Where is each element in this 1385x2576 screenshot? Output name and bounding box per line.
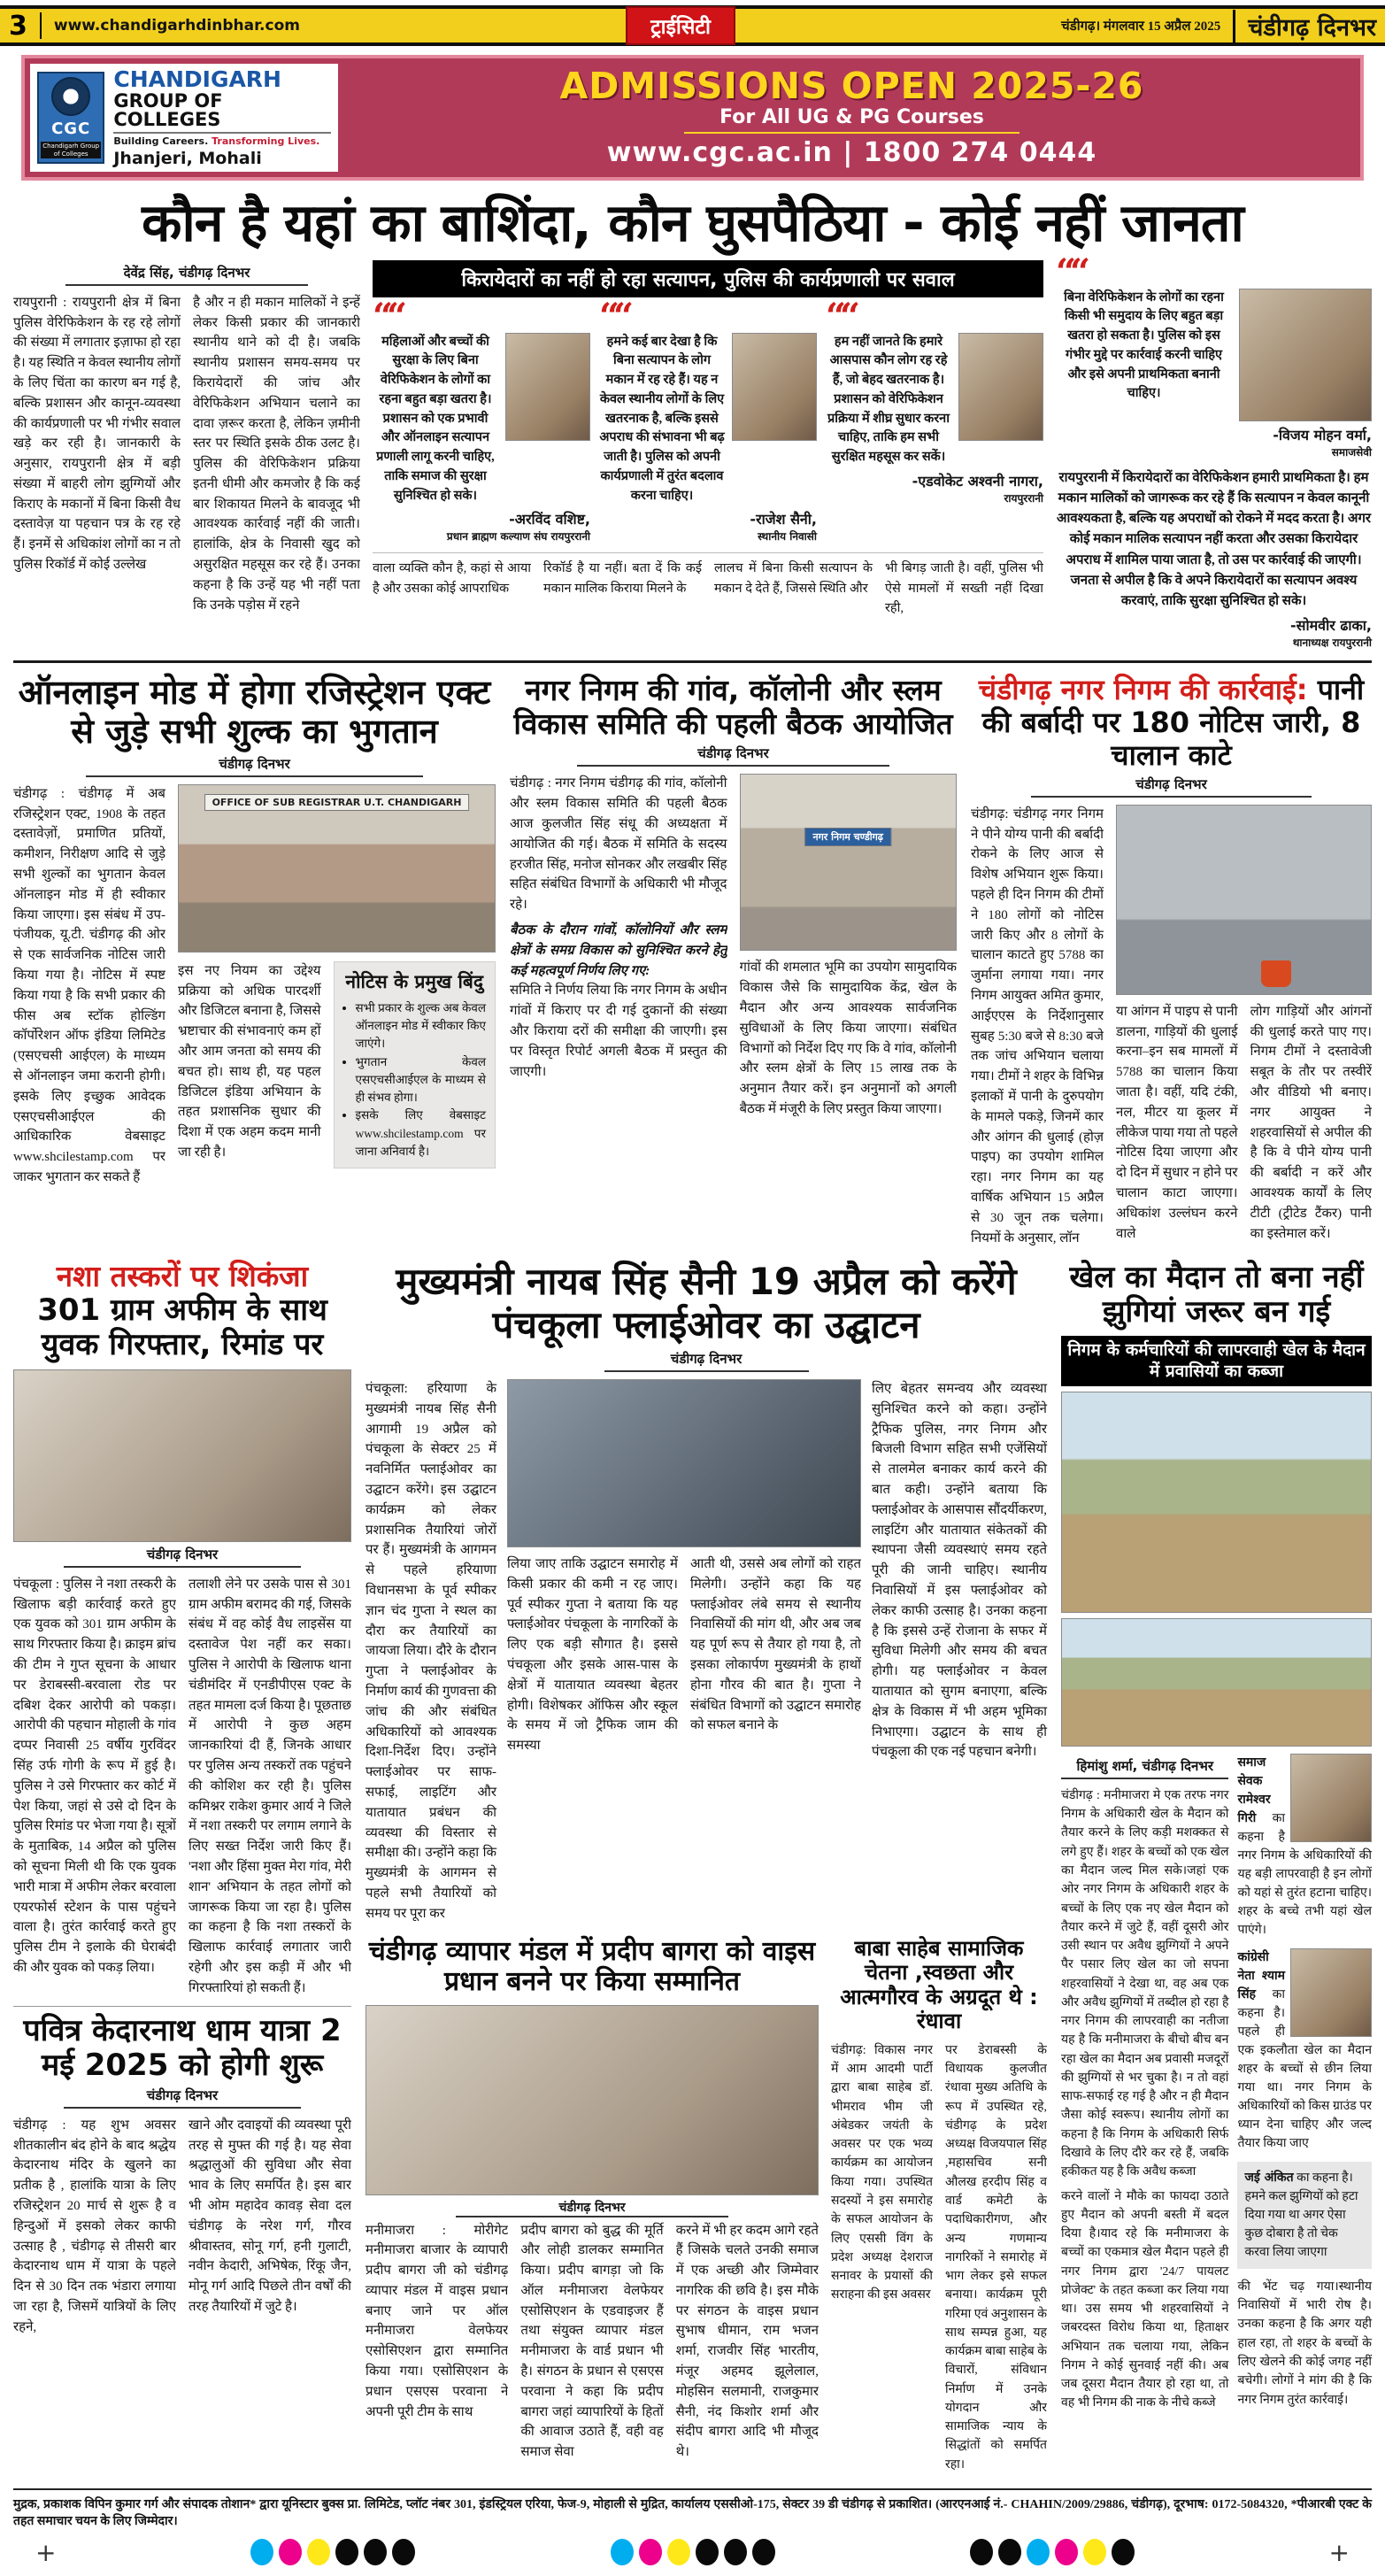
cmyk-marks (611, 2539, 775, 2565)
article-col2: पर डेराबस्सी के विधायक कुलजीत रंधावा मुख्य अतिथि के रूप में उपस्थित रहे, चंडीगढ़ के प्रदेश अध्यक्ष विजयपाल सिंह ,महासचिव सनी औलख हरदीप सिंह व वार्ड कमेटी के पदाधिकारीगण, और अन्य गणमान्य नागरिकों ने समारोह में भाग लेकर इसे सफल बनाया। कार्यक्रम पूरी गरिमा एवं अनुशासन के साथ सम्पन्न हुआ, यह कार्यक्रम बाबा साहेब के विचारों, संविधान निर्माण में उनके योगदान और सामाजिक न्याय के सिद्धांतों को समर्पित रहा। (945, 2043, 1047, 2472)
quote-icon (599, 317, 627, 332)
black-dot (998, 2539, 1021, 2565)
black-dot (392, 2539, 415, 2565)
cyan-dot (611, 2539, 634, 2565)
article-kicker: नशा तस्करों पर शिकंजा (56, 1259, 309, 1294)
big-quote-text: बिना वेरिफिकेशन के लोगों का रहना किसी भी समुदाय के लिए बहुत बड़ा खतरा हो सकता है। पुलिस को इस गंभीर मुद्दे पर कार्रवाई करनी चाहिए और इसे अपनी प्राथमिकता बनानी चाहिए। (1064, 289, 1224, 401)
office-signboard: OFFICE OF SUB REGISTRAR U.T. CHANDIGARH (204, 794, 470, 811)
article-headline: ऑनलाइन मोड में होगा रजिस्ट्रेशन एक्ट से जुड़े सभी शुल्क का भुगतान (18, 673, 491, 752)
field-photo-small (1061, 1618, 1372, 1747)
cgc-logo-card (30, 64, 338, 172)
article-headline: चंडीगढ़ व्यापार मंडल में प्रदीप बागरा को वाइस प्रधान बनने पर किया सम्मानित (368, 1935, 816, 1997)
lead-headline: कौन है यहां का बाशिंदा, कौन घुसपैठिया - कोई नहीं जानता (142, 192, 1243, 253)
article-byline: हिमांशु शर्मा, चंडीगढ़ दिनभर (1061, 1757, 1228, 1779)
police-response-text: रायपुररानी में किरायेदारों का वेरिफिकेशन हमारी प्राथमिकता है। हम मकान मालिकों को जागरूक कर रहे हैं कि सत्यापन न केवल कानूनी आवश्यकता है, बल्कि यह अपराधों को रोकने में मदद करता है। अगर कोई मकान मालिक सत्यापन नहीं करता और उसका किरायेदार अपराध में शामिल पाया जाता है, तो उस पर कार्रवाई की जाएगी। जनता से अपील है कि वे अपने किरायेदारों का सत्यापन अवश्य करवाएं, ताकि सुरक्षा सुनिश्चित हो सके। (1056, 470, 1372, 609)
article-kedarnath-yatra (13, 2014, 351, 2338)
article-headline (971, 674, 1372, 771)
article-col2: लिया जाए ताकि उद्घाटन समारोह में किसी प्रकार की कमी न रह जाए। पूर्व स्पीकर गुप्ता ने बताया कि यह फ्लाईओवर पंचकूला के नागरिकों के लिए एक बड़ी सौगात है। इससे पंचकूला और इसके आस-पास के क्षेत्रों में यातायात व्यवस्था बेहतर होगी। विशेषकर ऑफिस और स्कूल के समय में जो ट्रैफिक जाम की समस्या (507, 1556, 678, 1754)
resident-portrait-photo (1290, 1948, 1372, 2037)
cgc-emblem-icon (51, 77, 90, 116)
page-number: 3 (9, 10, 27, 42)
article-col1: चंडीगढ़ : यह शुभ अवसर शीतकालीन बंद होने के बाद श्रद्धेय केदारनाथ मंदिर के खुलने का प्रतीक है , हालांकि यात्रा के लिए रजिस्ट्रेशन 20 मार्च से शुरू है व हिन्दुओं में इसको लेकर काफी उत्साह है , चंडीगढ़ से तीसरी बार केदारनाथ धाम में यात्रा के पहले दिन से 30 दिन तक भंडारा लगाया जा रहा है, जिसमें यात्रियों के लिए रहने, (13, 2117, 176, 2334)
article-col1: चंडीगढ़ : मनीमाजरा मे एक तरफ नगर निगम के अधिकारी खेल के मैदान को तैयार करने के लिए कड़ी मशक्कत से लगे हुए हैं। शहर के बच्चों को एक खेल का मैदान जल्द मिल सके।जहां एक ओर नगर निगम के अधिकारी शहर के बच्चों के लिए एक नए खेल मैदान को तैयार करने में जुटे हैं, वहीं दूसरी ओर उसी स्थान पर अवैध झुग्गियों ने अपने पैर पसार लिए खेल का जो सपना शहरवासियों ने देखा था, वह अब एक और अवैध झुग्गियों में तब्दील हो रहा है नगर निगम की लापरवाही का नतीजा यह है कि मनीमाजरा के बीचो बीच बन रहा खेल का मैदान अब प्रवासी मजदूरों की झुग्गियों से भर चुका है। न तो वहां साफ-सफाई रह गई है और न ही मैदान जैसा कोई स्वरूप। स्थानीय लोगों का कहना है कि निगम के अधिकारी सिर्फ दिखावे के लिए दौरे कर रहे हैं, जबकि हकीकत यह है कि अवैध कब्जा (1061, 1788, 1229, 2179)
quote-icon (1056, 273, 1084, 288)
middle-band (13, 674, 1372, 1248)
resident-quote (1237, 1948, 1372, 2153)
article-col2: करने वालों ने मौके का फायदा उठाते हुए मैदान को अपनी बस्ती में बदल दिया है।याद रहे कि मनीमाजरा के बच्चों का एकमात्र खेल मैदान पहले ही नगर निगम द्वारा '24/7 पायलट प्रोजेक्ट' के तहत कब्जा कर लिया गया था। उस समय भी शहरवासियों ने जबरदस्त विरोध किया था, हिताक्षर अभियान तक चलाया गया, लेकिन निगम ने कोई सुनवाई नहीं की। अब जब दूसरा मैदान तैयार हो रहा था, तो वह भी निगम की नाक के नीचे कब्जे (1061, 2189, 1229, 2410)
quote-title: रायपुररानी (1004, 491, 1043, 505)
big-quote-name: -विजय मोहन वर्मा, (1273, 426, 1372, 443)
article-byline: चंडीगढ़ दिनभर (64, 2086, 300, 2109)
black-dot (752, 2539, 775, 2565)
section-divider (13, 660, 1372, 663)
quote-text: हम नहीं जानते कि हमारे आसपास कौन लोग रह रहे हैं, जो बेहद खतरनाक है। प्रशासन को वेरिफिकेशन प्रक्रिया में शीघ्र सुधार करना चाहिए, ताकि हम सभी सुरक्षित महसूस कर सकें। (827, 334, 950, 465)
black-dot (335, 2539, 358, 2565)
lead-tail-col: लालच में बिना किसी सत्यापन के मकान दे देते हैं, जिससे स्थिति और (714, 561, 873, 596)
quote-title: प्रधान ब्राह्मण कल्याण संघ रायपुररानी (446, 530, 590, 544)
registration-marks (35, 2538, 1350, 2567)
quote-name: -राजेश सैनी, (750, 511, 817, 528)
black-dot (364, 2539, 387, 2565)
headline-black-part: पानी की बर्बादी पर 180 नोटिस जारी, 8 चालान काटे (981, 673, 1365, 773)
black-dot (696, 2539, 719, 2565)
ad-courses-line: For All UG & PG Courses (684, 106, 1020, 134)
quote-name: -एडवोकेट अश्वनी नागरा, (912, 472, 1043, 490)
yellow-dot (307, 2539, 330, 2565)
lower-band (13, 1261, 1372, 2474)
article-col3: आती थी, उससे अब लोगों को राहत मिलेगी। उन्होंने कहा कि यह फ्लाईओवर लंबे समय से स्थानीय निवासियों की मांग थी, और अब जब यह पूर्ण रूप से तैयार हो गया है, तो इसका लोकार्पण मुख्यमंत्री के हाथों होना गौरव की बात है। गुप्ता ने संबंधित विभागों को उद्घाटन समारोह को सफल बनाने के (690, 1556, 861, 1733)
article-byline: चंडीगढ़ दिनभर (1031, 775, 1312, 798)
black-dot (1112, 2539, 1135, 2565)
article-col1: पंचकूला : पुलिस ने नशा तस्करी के खिलाफ बड़ी कार्रवाई करते हुए एक युवक को 301 ग्राम अफीम के साथ गिरफ्तार किया है। क्राइम ब्रांच की टीम ने गुप्त सूचना के आधार पर डेराबस्सी-बरवाला रोड पर दबिश देकर आरोपी को पकड़ा। आरोपी की पहचान मोहाली के गांव दप्पर निवासी 25 वर्षीय गुरविंदर सिंह उर्फ गोगी के रूप में हुई है। पुलिस ने उसे गिरफ्तार कर कोर्ट में पेश किया, जहां से उसे दो दिन के पुलिस रिमांड पर भेजा गया है। सूत्रों के मुताबिक, 14 अप्रैल को पुलिस को सूचना मिली थी कि एक युवक भारी मात्रा में अफीम लेकर बरवाला एयरफोर्स स्टेशन के पास पहुंचने वाला है। तुरंत कार्रवाई करते हुए पुलिस टीम ने इलाके की घेराबंदी की और युवक को पकड़ लिया। (13, 1577, 176, 1976)
nigam-lead-in: बैठक के दौरान गांवों, कॉलोनियों और स्लम क्षेत्रों के समग्र विकास को सुनिश्चित करने हेतु कई महत्वपूर्ण निर्णय लिए गए: (510, 922, 727, 978)
article-vyapar-mandal (365, 1937, 819, 2474)
lead-byline: देवेंद्र सिंह, चंडीगढ़ दिनभर (65, 264, 308, 286)
cmyk-marks (970, 2539, 1135, 2565)
quote-name: -अरविंद वशिष्ट, (509, 511, 590, 528)
article-headline: पवित्र केदारनाथ धाम यात्रा 2 मई 2025 को होगी शुरू (23, 2012, 342, 2083)
resident-quote-text: का कहना है। पहले ही एक इकलौता खेल का मैदान शहर के बच्चों से छीन लिया गया था। नगर निगम के अधिकारियों को किस ग्राउंड पर ध्यान देना चाहिए और जल्द तैयार किया जाए (1237, 1987, 1372, 2150)
field-photo-wide (1061, 1392, 1372, 1613)
article-byline: चंडीगढ़ दिनभर (604, 1350, 809, 1372)
quote-title: स्थानीय निवासी (758, 530, 817, 544)
article-col2: इस नए नियम का उद्देश्य प्रक्रिया को अधिक पारदर्शी और डिजिटल बनाना है, जिससे भ्रष्टाचार की संभावनाएं कम हों और आम जनता को समय की बचत हो। साथ ही, यह पहल डिजिटल इंडिया अभियान के तहत प्रशासनिक सुधार की दिशा में एक अहम कदम मानी जा रही है। (178, 963, 321, 1161)
quote-text: महिलाओं और बच्चों की सुरक्षा के लिए बिना वेरिफिकेशन के लोगों का रहना बहुत बड़ा खतरा है। प्रशासन को एक प्रभावी और ऑनलाइन सत्यापन प्रणाली लागू करनी चाहिए, ताकि समाज की सुरक्षा सुनिश्चित हो सके। (376, 334, 495, 503)
photo-byline: चंडीगढ़ दिनभर (456, 2199, 727, 2217)
quote-box (826, 305, 1043, 544)
cgc-name-block (113, 68, 331, 168)
ad-admissions-line: ADMISSIONS OPEN 2025-26 (559, 64, 1144, 107)
crop-mark-icon: + (1328, 2537, 1350, 2567)
article-col1: चंडीगढ़ : चंडीगढ़ में अब रजिस्ट्रेशन एक्ट, 1908 के तहत दस्तावेज़ों, प्रमाणित प्रतियों, कमीशन, निरीक्षण आदि से जुड़े सभी शुल्कों का भुगतान केवल ऑनलाइन मोड में ही स्वीकार किया जाएगा। इस संबंध में उप-पंजीयक, यू.टी. चंडीगढ़ की ओर से एक सार्वजनिक नोटिस जारी किया गया है। नोटिस में स्पष्ट किया गया है कि सभी प्रकार की फीस अब स्टॉक होल्डिंग कॉर्पोरेशन ऑफ इंडिया लिमिटेड (एसएचसी आईएल) के माध्यम से ऑनलाइन जमा करानी होगी। इसके लिए इच्छुक आवेदक एसएचसीआईएल की आधिकारिक वेबसाइट www.shcilestamp.com पर जाकर भुगतान कर सकते हैं (13, 786, 165, 1184)
bottom-middle-row (365, 1937, 1047, 2474)
bucket-shape (1261, 960, 1291, 987)
official-quote-box (1237, 2162, 1372, 2269)
article-col2: या आंगन में पाइप से पानी डालना, गाड़ियों की धुलाई करना–इन सब मामलों में 5788 का चालान किया जाता है। वहीं, यदि टंकी, नल, मीटर या कूलर में लीकेज पाया गया तो पहले नोटिस दिया जाएगा और दो दिन में सुधार न होने पर चालान काटा जाएगा। अधिकांश उल्लंघन करने वाले (1116, 1004, 1238, 1241)
resident-quote (1237, 1754, 1372, 1940)
lead-tail-col: भी बिगड़ जाती है। वहीं, पुलिस भी ऐसे मामलों में सख्ती नहीं दिखा रही, (885, 561, 1043, 615)
quote-icon (826, 317, 854, 332)
lead-tail-col: रिकॉर्ड है या नहीं। बता दें कि कई मकान मालिक किराया मिलने के (543, 561, 702, 596)
quote-portrait-photo (505, 333, 590, 441)
ad-message (343, 58, 1360, 177)
article-col1: चंडीगढ़: विकास नगर में आम आदमी पार्टी द्वारा बाबा साहेब डॉ. भीमराव भीम जी अंबेडकर जयंती के अवसर पर एक भव्य कार्यक्रम का आयोजन किया गया। उपस्थित सदस्यों ने इस समारोह के सफल आयोजन के लिए एससी विंग के प्रदेश अध्यक्ष देशराज सनावर के प्रयासों की सराहना की इस अवसर (831, 2043, 933, 2302)
ad-contact-line: www.cgc.ac.in | 1800 274 0444 (606, 136, 1097, 168)
cgc-name-line2: GROUP OF COLLEGES (113, 92, 331, 134)
lead-right-block (1056, 260, 1372, 651)
magenta-dot (639, 2539, 662, 2565)
article-byline: चंडीगढ़ दिनभर (577, 744, 890, 767)
lead-col1: रायपुरानी : रायपुरानी क्षेत्र में बिना पुलिस वेरिफिकेशन के रह रहे लोगों की संख्या में लगातार इज़ाफा हो रहा है। यह स्थिति न केवल स्थानीय लोगों के लिए चिंता का कारण बन गई है, बल्कि प्रशासन और कानून-व्यवस्था की कार्यप्रणाली पर भी गंभीर सवाल खड़े कर रही है। जानकारी के अनुसार, रायपुरानी क्षेत्र में बड़ी संख्या में बाहरी लोग झुग्गियों और किराए के मकानों में बिना किसी वैध दस्तावेज़ या पहचान पत्र के रह रहे हैं। इनमें से अधिकांश लोगों का न तो पुलिस रिकॉर्ड में कोई उल्लेख (13, 295, 181, 573)
article-col2: प्रदीप बागरा को बुद्ध की मूर्ति और लोही डालकर सम्मानित किया। प्रदीप बागड़ा जो कि ऑल मनीमाजरा वेलफेयर एसोसिएशन के एडवाइजर हैं तथा संयुक्त व्यापार मंडल मनीमाजरा के वार्ड प्रधान भी है। संगठन के प्रधान से एसएस परवाना ने कहा कि प्रदीप बागरा जहां व्यापारियों के हितों की आवाज उठाते हैं, वही वह समाज सेवा (520, 2223, 664, 2460)
yellow-dot (667, 2539, 690, 2565)
cgc-location: Jhanjeri, Mohali (113, 148, 262, 168)
masthead: चंडीगढ़ दिनभर (1233, 10, 1376, 42)
lead-col2: है और न ही मकान मालिकों ने इन्हें लेकर किसी प्रकार की जानकारी स्थानीय थाने को दी है। जबकि स्थानीय प्रशासन समय-समय पर किरायेदारों की जांच और वेरिफिकेशन अभियान चलाने का दावा ज़रूर करता है, लेकिन ज़मीनी स्तर पर स्थिति इसके ठीक उलट है। पुलिस की वेरिफिकेशन प्रक्रिया इतनी धीमी और कमजोर है कि कई बार शिकायत मिलने के बावजूद भी आवश्यक कार्रवाई नहीं की जाती। हालांकि, क्षेत्र के निवासी खुद को असुरक्षित महसूस कर रहे हैं। उनका कहना है कि उन्हें यह भी नहीं पता कि उनके पड़ोस में रहने (193, 295, 360, 613)
article-online-payment (13, 674, 496, 1248)
notice-points (343, 999, 487, 1161)
notice-box (334, 961, 496, 1168)
divider (13, 2006, 351, 2007)
nigam-signboard: नगर निगम चण्डीगढ़ (804, 828, 891, 846)
cgc-advertisement (21, 55, 1364, 181)
article-byline: चंडीगढ़ दिनभर (86, 755, 424, 777)
notice-point: • सभी प्रकार के शुल्क अब केवल ऑनलाइन मोड में स्वीकार किए जाएंगे। (356, 999, 487, 1053)
cgc-tagline (113, 135, 331, 147)
article-nigam-meeting (510, 674, 957, 1248)
sub-registrar-office-photo (178, 784, 496, 953)
dateline: चंडीगढ़। मंगलवार 15 अप्रैल 2025 (1061, 19, 1221, 34)
article-headline: 301 ग्राम अफीम के साथ युवक गिरफ्तार, रिमांड पर (37, 1292, 327, 1362)
lead-strip-headline: किरायेदारों का नहीं हो रहा सत्यापन, पुलिस की कार्यप्रणाली पर सवाल (373, 260, 1043, 297)
article-subheadline: निगम के कर्मचारियों की लापरवाही खेल के मैदान में प्रवासियों का कब्जा (1061, 1336, 1372, 1386)
official-quote-text: का कहना है। हमने कल झुग्गियों को हटा दिया गया था अगर ऐसा कुछ दोबारा है तो चेक करवा लिया जाएगा (1244, 2171, 1358, 2259)
cgc-logo-subtext: Chandigarh Group of Colleges (41, 142, 101, 158)
lead-left-column (13, 260, 360, 651)
black-dot (724, 2539, 747, 2565)
cgc-logo-icon (37, 72, 104, 164)
article-col4: लिए बेहतर समन्वय और व्यवस्था सुनिश्चित करने को कहा। उन्होंने ट्रैफिक पुलिस, नगर निगम और बिजली विभाग सहित सभी एजेंसियों से तालमेल बनाकर कार्य करने की बात कही। उन्होंने बताया कि फ्लाईओवर के आसपास सौंदर्यीकरण, लाइटिंग और यातायात संकेतकों की स्थापना जैसी व्यवस्थाएं समय रहते पूरी की जानी चाहिए। स्थानीय निवासियों में इस फ्लाईओवर को लेकर काफी उत्साह है। उनका कहना है कि इससे उन्हें रोजाना के सफर में सुविधा मिलेगी और समय की बचत होगी। यह फ्लाईओवर न केवल यातायात को सुगम बनाएगा, बल्कि क्षेत्र के विकास में भी अहम भूमिका निभाएगा। उद्घाटन के साथ ही पंचकूला की एक नई पहचान बनेगी। (872, 1381, 1047, 1760)
big-quote-title: समाजसेवी (1331, 445, 1372, 459)
felicitation-group-photo (365, 2005, 819, 2195)
lead-tail-col: वाला व्यक्ति कौन है, कहां से आया है और उसका कोई आपराधिक (373, 561, 531, 596)
big-quote-box (1056, 260, 1372, 459)
arrest-group-photo (13, 1369, 351, 1542)
notice-point: • इसके लिए वेबसाइट www.shcilestamp.com पर जाना अनिवार्य है। (356, 1107, 487, 1161)
quote-portrait-photo (958, 333, 1043, 441)
article-col3: की भेंट चढ़ गया।स्थानीय निवासियों में भारी रोष है। उनका कहना है कि अगर यही हाल रहा, तो शहर के बच्चों के लिए खेलने की कोई जगह नहीं बचेगी। लोगों ने मांग की है कि नगर निगम तुरंत कार्रवाई। (1237, 2279, 1372, 2407)
top-bar (0, 5, 1385, 46)
article-drug-arrest (13, 1261, 351, 1998)
section-label-wrap (312, 6, 1049, 45)
article-headline: मुख्यमंत्री नायब सिंह सैनी 19 अप्रैल को करेंगे पंचकूला फ्लाईओवर का उद्घाटन (396, 1260, 1017, 1346)
section-label: ट्राईसिटी (626, 6, 735, 45)
article-col2: खाने और दवाइयों की व्यवस्था पूरी तरह से मुफ्त की गई है। यह सेवा श्रद्धालुओं की सुविधा और सेवा भाव के लिए समर्पित है। इस बार भी ओम महादेव कावड़ सेवा दल चंडीगढ़ के नरेश गर्ग, गौरव श्रीवास्तव, सोनू गर्ग, हनी गुलाटी, नवीन केदारी, अभिषेक, रिंकू जैन, मोनू गर्ग आदि पिछले तीन वर्षों की तरह तैयारियों में जुटे है। (189, 2117, 351, 2314)
article-col2: गांवों की शमलात भूमि का उपयोग सामुदायिक विकास जैसे कि सामुदायिक केंद्र, खेल के मैदान और अन्य आवश्यक सार्वजनिक सुविधाओं के लिए किया जाएगा। संबंधित विभागों को निर्देश दिए गए कि वे गांव, कॉलोनी और स्लम क्षेत्रों के लिए 15 लाख तक के अनुमान तैयार करें। इन अनुमानों को अगली बैठक में मंजूरी के लिए प्रस्तुत किया जाएगा। (739, 960, 957, 1116)
article-col1: चंडीगढ़: चंडीगढ़ नगर निगम ने पीने योग्य पानी की बर्बादी रोकने के लिए आज से विशेष अभियान शुरू किया। पहले ही दिन निगम की टीमों ने 180 लोगों को नोटिस जारी किए और 8 लोगों के चालान काटते हुए 5788 का जुर्माना लगाया गया। नगर निगम आयुक्त अमित कुमार, आईएएस के निर्देशानुसार सुबह 5:30 बजे से 8:30 बजे तक जांच अभियान चलाया गया। टीमों ने शहर के विभिन्न इलाकों में पानी के दुरुपयोग के मामले पकड़े, जिनमें कार और आंगन की धुलाई (होज़ पाइप) का उपयोग शामिल रहा। नगर निगम का यह वार्षिक अभियान 15 अप्रैल से 30 जून तक चलेगा। नियमों के अनुसार, लॉन (971, 806, 1104, 1246)
middle-column (365, 1261, 1047, 2474)
cyan-dot (250, 2539, 273, 2565)
article-col3: करने में भी हर कदम आगे रहते हैं जिसके चलते उनकी समाज में एक अच्छी और जिम्मेवार नागरिक की छवि है। इस मौके पर संगठन के वाइस प्रधान सुभाष धीमान, राम भजन शर्मा, राजवीर सिंह भारतीय, मंजूर अहमद झूलेलाल, मोहसिन सलमानी, राजकुमार सैनी, नंद किशोर शर्मा और संदीप बागरा आदि भी मौजूद थे। (675, 2223, 819, 2460)
article-col1: मनीमाजरा : मोरीगेट मनीमाजरा बाजार के व्यापारी प्रदीप बागरा जी को चंडीगढ़ व्यापार मंडल में वाइस प्रधान बनाए जाने पर ऑल मनीमाजरा वेलफेयर एसोसिएशन द्वारा सम्मानित किया गया। एसोसिएशन के प्रधान एसएस परवाना ने अपनी पूरी टीम के साथ (365, 2223, 509, 2419)
nigam-intro: चंडीगढ़ : नगर निगम चंडीगढ़ की गांव, कॉलोनी और स्लम विकास समिति की पहली बैठक आज कुलजीत सिंह संधू की अध्यक्षता में आयोजित की गई। बैठक में समिति के सदस्य हरजीत सिंह, मनोज सोनकर और लखबीर सिंह सहित संबंधित विभागों के अधिकारी भी मौजूद रहे। (510, 776, 727, 913)
car-washing-photo (1116, 805, 1372, 995)
lead-center-block (373, 260, 1043, 651)
notice-title: नोटिस के प्रमुख बिंदु (345, 970, 484, 992)
website-url: www.chandigarhdinbhar.com (53, 17, 300, 35)
newspaper-page (0, 5, 1385, 2576)
article-water-wastage (971, 674, 1372, 1248)
cm-press-photo (507, 1379, 861, 1547)
right-column (1061, 1261, 1372, 2474)
notice-point: • भुगतान केवल एसएचसीआईएल के माध्यम से ही संभव होगा। (356, 1053, 487, 1107)
cmyk-marks (250, 2539, 415, 2565)
police-response-title: थानाध्यक्ष रायपुररानी (1292, 636, 1372, 650)
article-byline: चंडीगढ़ दिनभर (64, 1546, 300, 1568)
quote-portrait-photo (732, 333, 817, 441)
headline-red-part: चंडीगढ़ नगर निगम की कार्रवाई: (978, 673, 1318, 707)
nigam-building-photo (740, 774, 958, 951)
article-col1: पंचकूला: हरियाणा के मुख्यमंत्री नायब सिंह सैनी आगामी 19 अप्रैल को पंचकूला के सेक्टर 25 में नवनिर्मित फ्लाईओवर का उद्घाटन करेंगे। इस उद्घाटन कार्यक्रम को लेकर प्रशासनिक तैयारियां जोरों पर हैं। मुख्यमंत्री के आगमन से पहले हरियाणा विधानसभा के पूर्व स्पीकर ज्ञान चंद गुप्ता ने स्थल का दौरा कर तैयारियों का जायजा लिया। दौरे के दौरान गुप्ता ने फ्लाईओवर के निर्माण कार्य की गुणवत्ता की जांच की और संबंधित अधिकारियों को आवश्यक दिशा-निर्देश दिए। उन्होंने फ्लाईओवर पर साफ-सफाई, लाइटिंग और यातायात प्रबंधन की व्यवस्था की विस्तार से समीक्षा की। उन्होंने कहा कि मुख्यमंत्री के आगमन से पहले सभी तैयारियों को समय पर पूरा कर (365, 1381, 496, 1921)
divider (40, 12, 42, 39)
article-col1 (510, 774, 727, 1119)
lead-story (13, 260, 1372, 651)
crop-mark-icon: + (35, 2537, 57, 2567)
left-column (13, 1261, 351, 2474)
big-quote-portrait-photo (1239, 289, 1372, 421)
article-col2: तलाशी लेने पर उसके पास से 301 ग्राम अफीम बरामद की गई, जिसके संबंध में वह कोई वैध लाइसेंस या दस्तावेज पेश नहीं कर सका। पुलिस ने आरोपी के खिलाफ थाना चंडीमंदिर में एनडीपीएस एक्ट के तहत मामला दर्ज किया है। पूछताछ में आरोपी ने कुछ अहम जानकारियां दी हैं, जिनके आधार पर पुलिस अन्य तस्करों तक पहुंचने की कोशिश कर रही है। पुलिस कमिश्नर राकेश कुमार आर्य ने जिले में नशा तस्करी पर लगाम लगाने के लिए सख्त निर्देश जारी किए हैं। 'नशा और हिंसा मुक्त मेरा गांव, मेरी शान' अभियान के तहत लोगों को जागरूक किया जा रहा है। पुलिस का कहना है कि नशा तस्करों के खिलाफ कार्रवाई लगातार जारी रहेगी और इस कड़ी में और भी गिरफ्तारियां हो सकती हैं। (189, 1577, 351, 1995)
yellow-dot (1083, 2539, 1106, 2565)
article-headline: खेल का मैदान तो बना नहीं झुगियां जरूर बन गई (1069, 1260, 1364, 1330)
resident-quote-name: कांग्रेसी नेता श्याम सिंह (1237, 1949, 1285, 2001)
article-khel-maidan (1061, 1261, 1372, 2412)
quote-text: हमने कई बार देखा है कि बिना सत्यापन के लोग मकान में रह रहे हैं। यह न केवल स्थानीय लोगों के लिए खतरनाक है, बल्कि इससे अपराध की संभावना भी बढ़ जाती है। पुलिस को अपनी कार्यप्रणाली में तुरंत बदलाव करना चाहिए। (599, 334, 725, 503)
article-baba-saheb (831, 1937, 1047, 2474)
cyan-dot (1027, 2539, 1050, 2565)
nigam-decisions: समिति ने निर्णय लिया कि नगर निगम के अधीन गांवों में किराए पर दी गई दुकानों की संख्या और किराया दरों की समीक्षा की जाएगी। इस पर विस्तृत रिपोर्ट अगली बैठक में प्रस्तुत की जाएगी। (510, 983, 727, 1079)
quote-box (373, 305, 590, 544)
article-headline: नगर निगम की गांव, कॉलोनी और स्लम विकास समिति की पहली बैठक आयोजित (513, 673, 953, 742)
quote-icon (373, 317, 401, 332)
resident-quote-name: समाज सेवक रामेश्वर गिरी (1237, 1755, 1271, 1825)
resident-quote-text: का कहना है नगर निगम के अधिकारियों की यह बड़ी लापरवाही है इन लोगों को यहां से तुरंत हटाना चाहिए। शहर के बच्चे तभी यहां खेल पाएंगे। (1237, 1811, 1372, 1937)
imprint-line: मुद्रक, प्रकाशक विपिन कुमार गर्ग और संपादक तोशान* द्वारा यूनिस्टार बुक्स प्रा. लिमिटेड, प्लॉट नंबर 301, इंडस्ट्रियल एरिया, फेज-9, मोहाली से मुद्रित, कार्यालय एससीओ-175, सेक्टर 39 डी चंडीगढ़ से प्रकाशित। (आरएनआई नं.- CHAHIN/2009/29886, चंडीगढ़), दूरभाष: 0172-5084320, *पीआरबी एक्ट के तहत समाचार चयन के लिए जिम्मेदार। (13, 2488, 1372, 2529)
quote-box (599, 305, 817, 544)
police-response-name: -सोमवीर ढाका, (1290, 617, 1372, 635)
article-headline: बाबा साहेब सामाजिक चेतना ,स्वछता और आत्मगौरव के अग्रदूत थे : रंधावा (840, 1935, 1038, 2034)
official-quote-name: जई अंकित (1244, 2170, 1294, 2185)
cgc-name-line1: CHANDIGARH (113, 66, 281, 92)
cgc-tagline-black: Building Careers. (113, 135, 209, 147)
cgc-tagline-red: Transforming Lives. (212, 135, 320, 147)
resident-portrait-photo (1290, 1754, 1372, 1842)
cgc-acronym: CGC (51, 120, 91, 139)
article-cm-flyover (365, 1261, 1047, 1924)
magenta-dot (279, 2539, 302, 2565)
magenta-dot (1055, 2539, 1078, 2565)
article-col3: लोग गाड़ियों और आंगनों की धुलाई करते पाए गए। निगम टीमों ने दस्तावेजी सबूत के तौर पर तस्वीरें और वीडियो भी बनाए। नगर आयुक्त ने शहरवासियों से अपील की है कि वे पीने योग्य पानी की बर्बादी न करें और आवश्यक कार्यों के लिए टीटी (ट्रीटेड टैंकर) पानी का इस्तेमाल करें। (1250, 1004, 1372, 1241)
black-dot (970, 2539, 993, 2565)
